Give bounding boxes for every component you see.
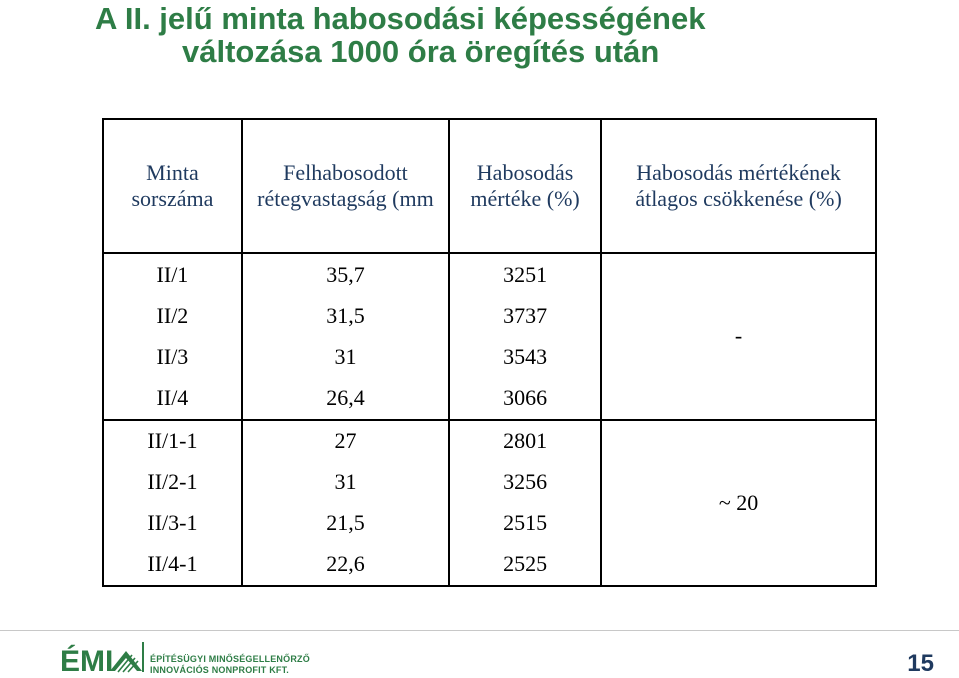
cell-thickness: 21,5	[242, 503, 449, 544]
page-number: 15	[907, 650, 934, 677]
cell-sample: II/3-1	[103, 503, 242, 544]
cell-thickness: 22,6	[242, 544, 449, 586]
cell-thickness: 26,4	[242, 378, 449, 420]
cell-foaming: 3066	[449, 378, 601, 420]
header-sample-number: Minta sorszáma	[103, 119, 242, 253]
cell-thickness: 27	[242, 420, 449, 462]
cell-sample: II/2-1	[103, 462, 242, 503]
cell-thickness: 35,7	[242, 253, 449, 295]
header-average-decrease: Habosodás mértékének átlagos csökkenése (%)	[601, 119, 876, 253]
table-row	[103, 253, 876, 295]
table-header-row	[103, 119, 876, 253]
cell-sample: II/3	[103, 336, 242, 377]
header-foamed-thickness: Felhabosodott rétegvastagság (mm	[242, 119, 449, 253]
slide-title-line-2: változása 1000 óra öregítés után	[182, 34, 660, 69]
cell-foaming: 2525	[449, 544, 601, 586]
slide-title	[0, 2, 959, 68]
cell-average-decrease-group-1: -	[601, 253, 876, 419]
cell-sample: II/1	[103, 253, 242, 295]
cell-sample: II/2	[103, 295, 242, 336]
cell-thickness: 31	[242, 336, 449, 377]
logo-mark-text: ÉMI	[60, 645, 114, 673]
cell-foaming: 2515	[449, 503, 601, 544]
slide-title-line-1: A II. jelű minta habosodási képességének	[95, 1, 706, 36]
table-row	[103, 420, 876, 462]
cell-sample: II/1-1	[103, 420, 242, 462]
cell-average-decrease-group-2: ~ 20	[601, 420, 876, 586]
logo-line-1: ÉPÍTÉSÜGYI MINŐSÉGELLENŐRZŐ	[150, 654, 310, 664]
logo-line-2: INNOVÁCIÓS NONPROFIT KFT.	[150, 665, 290, 675]
foaming-data-table	[102, 118, 877, 587]
cell-foaming: 3251	[449, 253, 601, 295]
logo-company-name	[150, 654, 310, 676]
cell-foaming: 3737	[449, 295, 601, 336]
cell-foaming: 2801	[449, 420, 601, 462]
cell-sample: II/4	[103, 378, 242, 420]
header-foaming-rate: Habosodás mértéke (%)	[449, 119, 601, 253]
house-roof-icon	[110, 642, 144, 672]
cell-foaming: 3256	[449, 462, 601, 503]
footer-divider	[0, 630, 959, 631]
cell-foaming: 3543	[449, 336, 601, 377]
cell-thickness: 31	[242, 462, 449, 503]
cell-thickness: 31,5	[242, 295, 449, 336]
cell-sample: II/4-1	[103, 544, 242, 586]
